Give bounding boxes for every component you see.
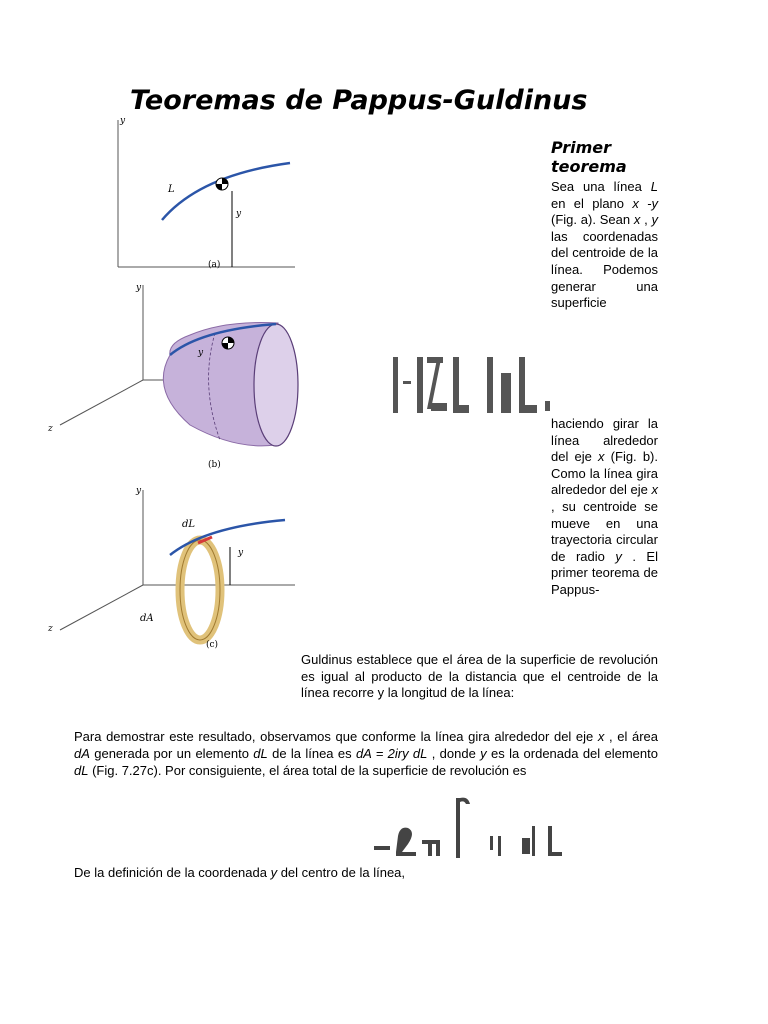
paragraph_1-segment: es la ordenada del elemento xyxy=(486,746,658,761)
axis-y-label-a: y xyxy=(120,116,126,126)
column-paragraph-2 xyxy=(551,416,658,599)
dA-label: dA xyxy=(140,613,154,624)
axis-z-label-b: z xyxy=(48,424,53,434)
column_text_2-segment: , su centroide se mueve en una trayectoria circular de radio xyxy=(551,498,658,564)
caption-c: (c) xyxy=(206,640,219,650)
dist-label-b: y xyxy=(198,348,204,358)
paragraph_1-segment: dL xyxy=(74,763,89,778)
caption-b: (b) xyxy=(208,460,221,470)
curve-label-L: L xyxy=(168,184,175,195)
paragraph_1-segment: dL xyxy=(253,746,268,761)
column_text_1-segment: las coordenadas del centroide de la línea. Podemos generar una superficie xyxy=(551,228,658,311)
paragraph_1-segment: Para demostrar este resultado, observamos que conforme la línea gira alrededor del eje xyxy=(74,729,598,744)
paragraph_2-segment: De la definición de la coordenada xyxy=(74,865,271,880)
dist-label-a: y xyxy=(236,209,242,219)
paragraph_1-segment: , donde xyxy=(427,746,481,761)
column_text_2-segment: (Fig. b). Como la línea gira alrededor del eje xyxy=(551,449,658,498)
column_text_1-segment: x xyxy=(633,212,641,228)
column_text_1-segment: (Fig. a). Sean xyxy=(551,212,634,228)
panel-c xyxy=(47,486,295,650)
column_text_2-segment: haciendo girar la línea alrededor del eje xyxy=(551,416,658,465)
column_text_1-segment: L xyxy=(650,179,658,194)
dL-label: dL xyxy=(182,519,196,530)
paragraph_2-segment: y xyxy=(270,865,278,880)
column_text_1-segment: y xyxy=(651,212,658,228)
theorem-statement xyxy=(301,652,658,702)
paragraph_1-segment: (Fig. 7.27c). Por consiguiente, el área total de la superficie de revolución es xyxy=(88,763,527,778)
pappus-figure xyxy=(40,115,300,650)
column_text_2-segment: x xyxy=(598,449,605,465)
column_text_2-segment: . El primer teorema de Pappus- xyxy=(551,548,658,597)
column_text_1-segment: , xyxy=(640,212,652,228)
centroid-definition-paragraph xyxy=(74,864,658,881)
equation-image-2 xyxy=(372,796,590,860)
column_text_1-segment: en el plano xyxy=(551,195,633,211)
paragraph_1-segment: dA = 2iry dL xyxy=(355,746,428,761)
paragraph_1-segment: , el área xyxy=(604,729,658,744)
column-paragraph-1 xyxy=(551,179,658,312)
proof-paragraph xyxy=(74,728,658,779)
paragraph_1-segment: y xyxy=(480,746,487,761)
wide_text-segment: Guldinus establece que el área de la superficie de revolución es igual al producto de la distancia que el centroide de la línea recorre y la longitud de la línea: xyxy=(301,652,658,701)
equation-image-1 xyxy=(391,353,553,415)
line-L-curve xyxy=(162,163,290,220)
column_text_2-segment: x xyxy=(651,482,658,498)
paragraph_1-segment: de la línea es xyxy=(267,746,356,761)
axis-z-label-c: z xyxy=(48,624,53,634)
column_text_1-segment: x -y xyxy=(632,195,658,211)
column_text_1-segment: Sea una línea xyxy=(551,179,651,194)
dist-label-c: y xyxy=(238,548,244,558)
caption-a: (a) xyxy=(208,260,221,270)
paragraph_1-segment: generada por un elemento xyxy=(89,746,254,761)
axis-y-label-b: y xyxy=(136,283,142,293)
section-heading: Primer teorema xyxy=(551,138,627,176)
page-title: Teoremas de Pappus-Guldinus xyxy=(130,85,588,116)
column_text_2-segment: y xyxy=(615,548,622,564)
paragraph_1-segment: x xyxy=(597,729,605,744)
panel-a xyxy=(118,116,295,270)
paragraph_1-segment: dA xyxy=(74,746,90,761)
axis-y-label-c: y xyxy=(136,486,142,496)
panel-b xyxy=(47,283,298,470)
paragraph_2-segment: del centro de la línea, xyxy=(277,865,406,880)
